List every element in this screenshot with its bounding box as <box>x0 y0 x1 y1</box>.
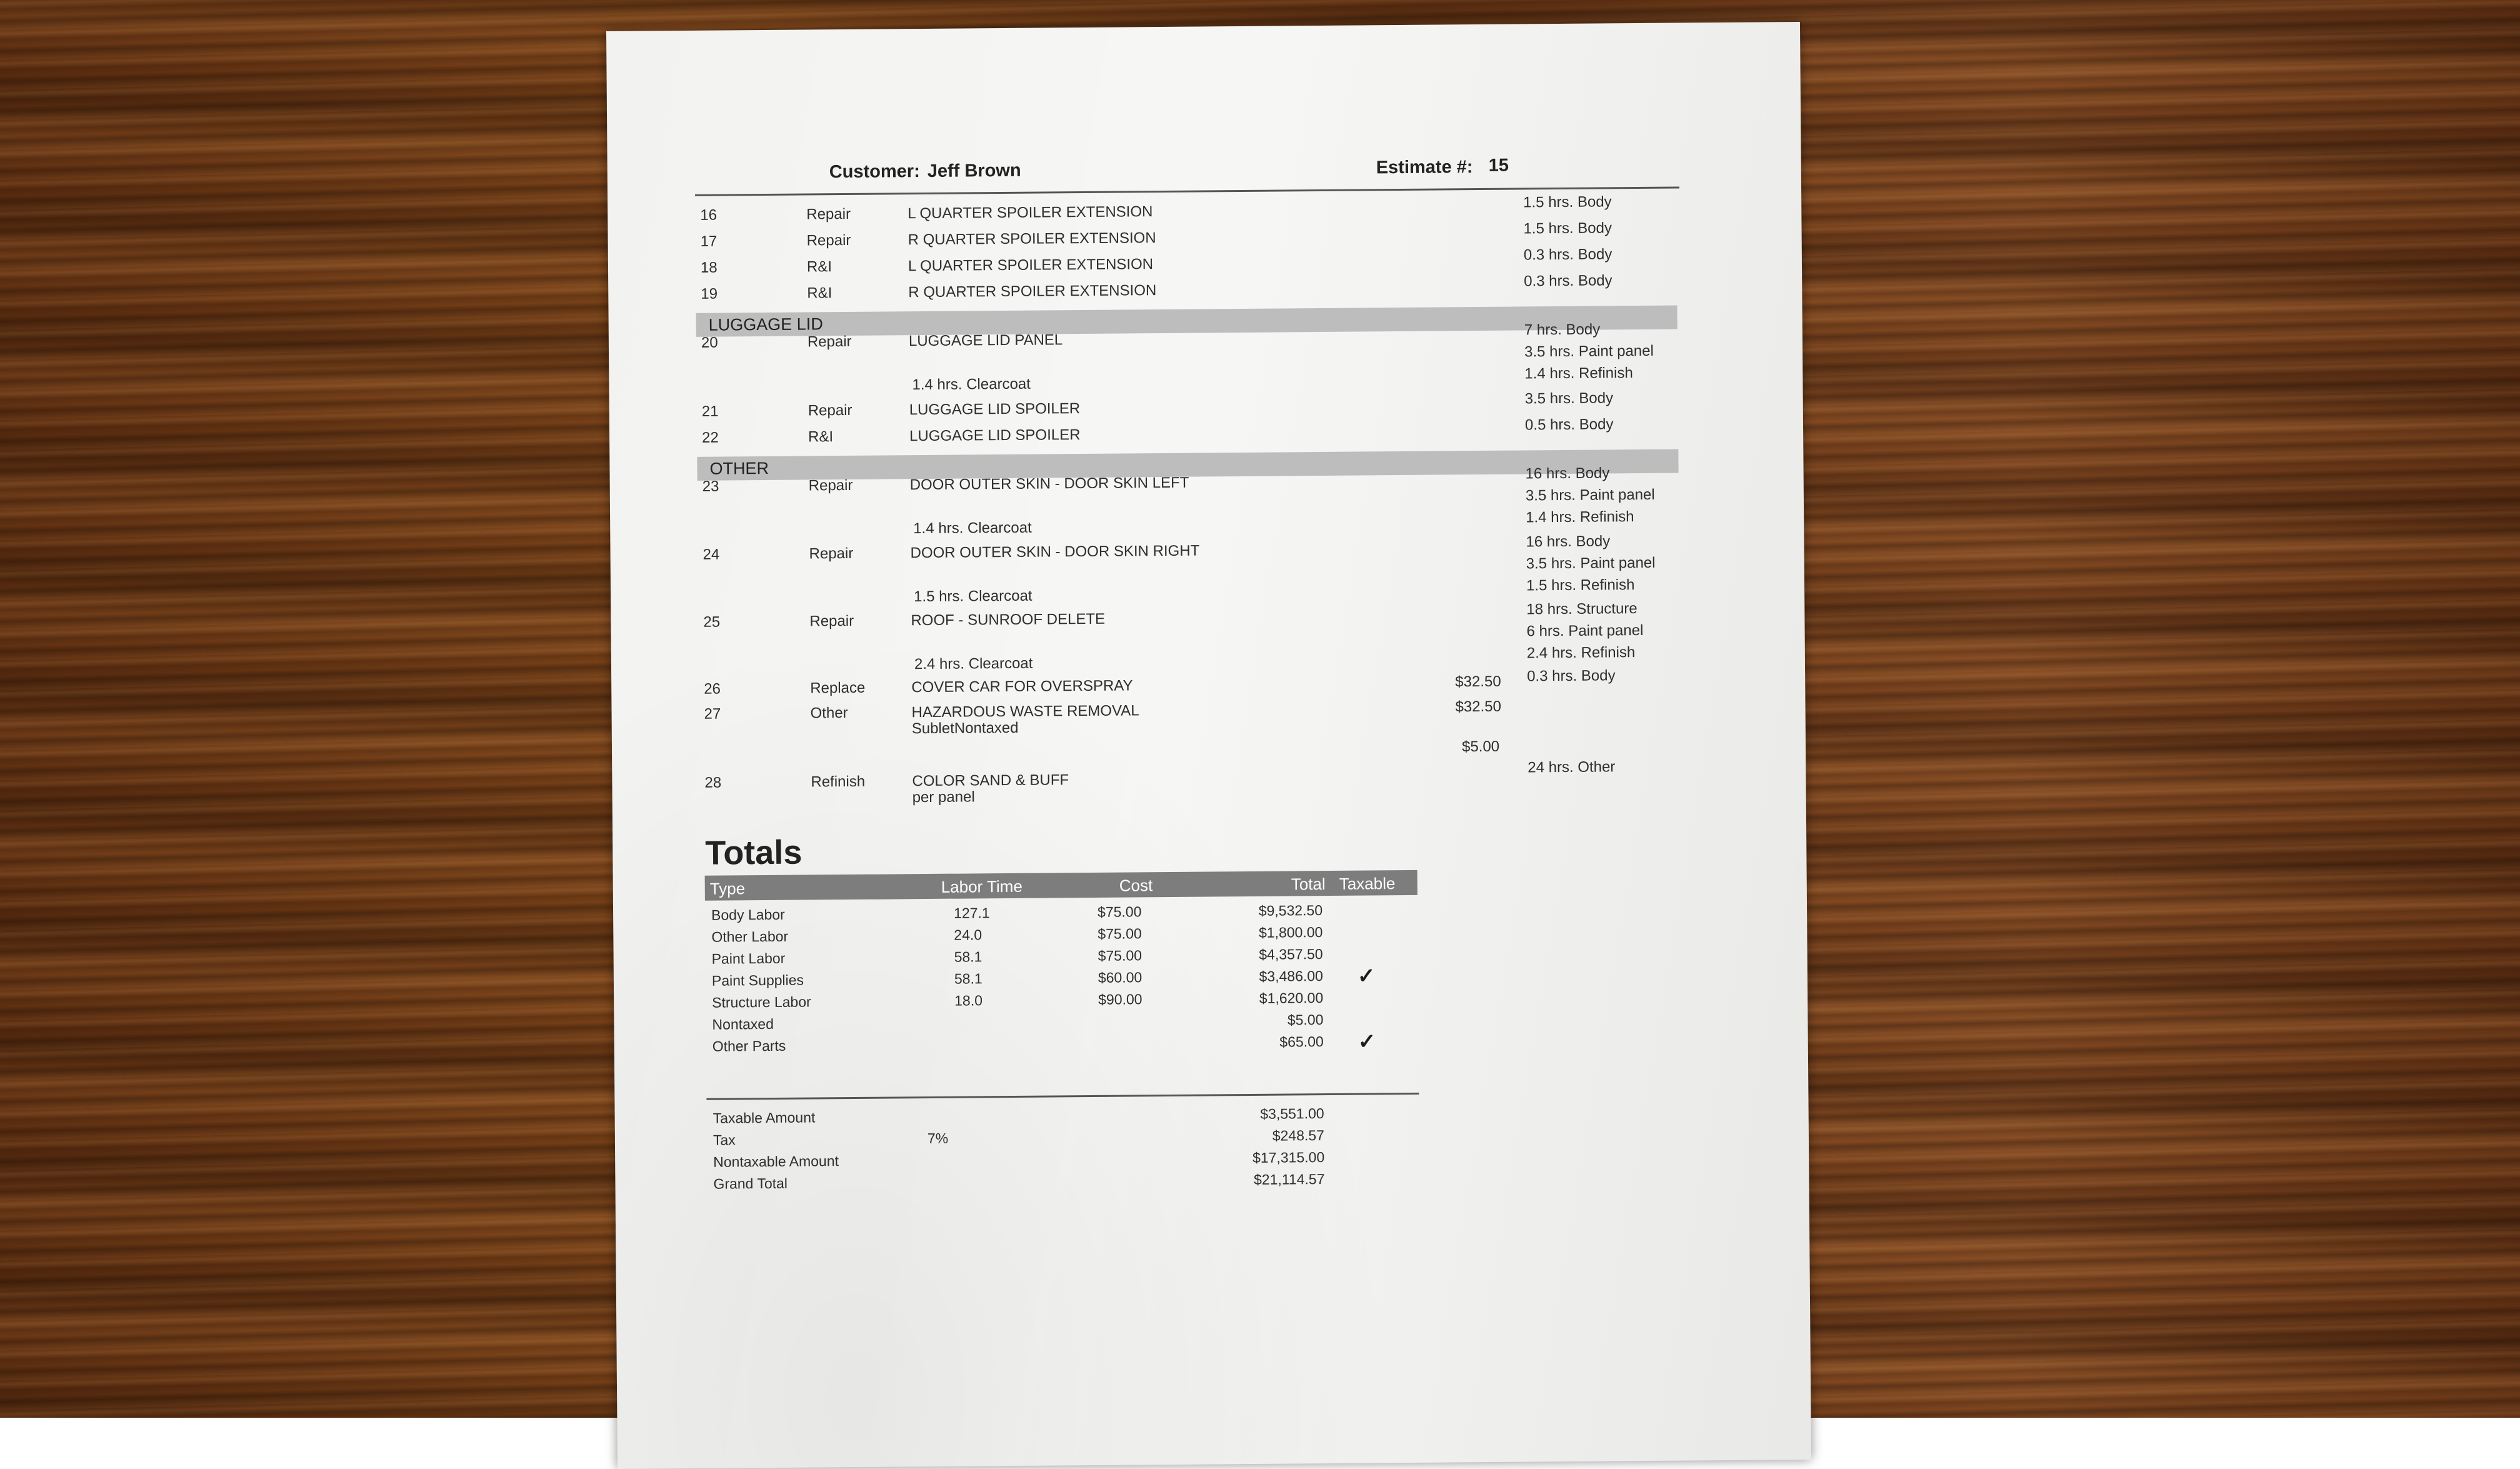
totals-row-total: $3,486.00 <box>1259 968 1324 985</box>
totals-rule <box>706 1093 1419 1100</box>
line-labor-hours: 1.5 hrs. Body <box>1523 219 1612 238</box>
line-operation: R&I <box>808 428 834 446</box>
totals-row-cost: $75.00 <box>1098 947 1142 964</box>
line-number: 16 <box>700 206 718 224</box>
line-operation: Repair <box>808 476 853 494</box>
totals-header-labor-time: Labor Time <box>941 876 1022 896</box>
line-clearcoat: 1.5 hrs. Clearcoat <box>914 587 1032 606</box>
line-description: ROOF - SUNROOF DELETE <box>911 610 1106 629</box>
line-description: LUGGAGE LID SPOILER <box>909 426 1081 445</box>
line-description: R QUARTER SPOILER EXTENSION <box>908 282 1157 301</box>
estimate-label: Estimate #: <box>1376 157 1473 178</box>
line-labor-hours: 0.3 hrs. Body <box>1523 246 1612 264</box>
line-price: $32.50 <box>1455 698 1502 716</box>
line-number: 23 <box>702 478 719 495</box>
line-labor-hours: 3.5 hrs. Body <box>1524 389 1614 408</box>
line-number: 21 <box>701 403 719 420</box>
totals-row-type: Paint Labor <box>711 950 786 967</box>
line-description: R QUARTER SPOILER EXTENSION <box>908 229 1156 249</box>
totals-header-taxable: Taxable <box>1339 874 1396 893</box>
line-operation: Repair <box>807 333 852 351</box>
line-description-detail: per panel <box>912 788 975 806</box>
totals-row-type: Other Labor <box>711 928 789 945</box>
summary-value: $17,315.00 <box>1252 1149 1325 1166</box>
totals-row-total: $65.00 <box>1279 1033 1324 1050</box>
customer-name: Jeff Brown <box>927 160 1021 181</box>
totals-row-type: Nontaxed <box>712 1015 774 1033</box>
line-operation: Other <box>810 704 848 722</box>
line-labor-hours: 2.4 hrs. Refinish <box>1526 644 1636 662</box>
totals-row-labor-time: 18.0 <box>954 992 983 1009</box>
summary-label: Taxable Amount <box>712 1109 816 1126</box>
line-labor-hours: 0.3 hrs. Body <box>1527 667 1616 685</box>
line-description: DOOR OUTER SKIN - DOOR SKIN RIGHT <box>910 542 1200 562</box>
totals-row-labor-time: 127.1 <box>953 905 990 921</box>
section-title: OTHER <box>709 458 769 478</box>
line-operation: R&I <box>807 284 832 302</box>
line-description: HAZARDOUS WASTE REMOVAL <box>911 702 1139 721</box>
line-number: 19 <box>701 285 718 303</box>
summary-value: $248.57 <box>1272 1127 1325 1144</box>
summary-value: $3,551.00 <box>1260 1105 1324 1122</box>
totals-row-labor-time: 24.0 <box>954 926 982 943</box>
totals-row-total: $1,620.00 <box>1259 990 1324 1006</box>
line-description: COVER CAR FOR OVERSPRAY <box>911 677 1133 696</box>
line-labor-hours: 1.5 hrs. Refinish <box>1526 576 1635 594</box>
line-operation: Repair <box>806 205 851 223</box>
line-labor-hours: 16 hrs. Body <box>1526 533 1611 551</box>
estimate-number: 15 <box>1488 155 1509 176</box>
line-labor-hours: 0.3 hrs. Body <box>1524 272 1612 290</box>
line-description: L QUARTER SPOILER EXTENSION <box>908 203 1153 223</box>
line-labor-hours: 24 hrs. Other <box>1528 758 1616 776</box>
line-description: L QUARTER SPOILER EXTENSION <box>908 256 1154 275</box>
totals-row-total: $5.00 <box>1287 1011 1324 1028</box>
line-number: 18 <box>700 259 718 276</box>
line-price: $32.50 <box>1455 673 1501 691</box>
line-number: 27 <box>704 705 721 723</box>
totals-row-labor-time: 58.1 <box>954 948 982 965</box>
line-number: 20 <box>701 334 718 351</box>
line-operation: Repair <box>809 612 854 630</box>
estimate-paper-sheet <box>606 22 1811 1469</box>
line-operation: Replace <box>810 679 866 697</box>
line-clearcoat: 1.4 hrs. Clearcoat <box>912 375 1031 394</box>
line-clearcoat: 1.4 hrs. Clearcoat <box>913 519 1032 538</box>
customer-label: Customer: <box>829 161 920 183</box>
summary-value: $21,114.57 <box>1253 1171 1325 1188</box>
line-operation: R&I <box>806 258 832 276</box>
totals-row-total: $4,357.50 <box>1259 946 1323 963</box>
summary-tax-rate: 7% <box>927 1130 949 1147</box>
totals-row-total: $9,532.50 <box>1258 902 1323 919</box>
line-price-2: $5.00 <box>1461 738 1500 756</box>
summary-label: Tax <box>712 1131 736 1148</box>
totals-row-cost: $90.00 <box>1098 991 1142 1008</box>
taxable-check-icon: ✓ <box>1357 964 1376 988</box>
line-operation: Repair <box>809 544 854 563</box>
totals-row-cost: $60.00 <box>1098 969 1142 986</box>
totals-row-type: Paint Supplies <box>711 971 804 989</box>
line-labor-hours: 7 hrs. Body <box>1524 321 1601 339</box>
line-labor-hours: 3.5 hrs. Paint panel <box>1524 342 1654 361</box>
line-number: 22 <box>702 429 719 446</box>
line-labor-hours: 6 hrs. Paint panel <box>1526 621 1644 640</box>
summary-label: Nontaxable Amount <box>713 1153 839 1170</box>
totals-header-cost: Cost <box>1119 876 1153 895</box>
line-number: 24 <box>702 546 720 563</box>
line-labor-hours: 1.4 hrs. Refinish <box>1526 508 1634 526</box>
totals-row-cost: $75.00 <box>1098 925 1142 942</box>
totals-title: Totals <box>705 833 802 872</box>
line-operation: Refinish <box>811 773 866 791</box>
section-title: LUGGAGE LID <box>708 314 823 334</box>
line-number: 26 <box>704 680 721 698</box>
line-description: COLOR SAND & BUFF <box>912 771 1069 790</box>
line-number: 25 <box>703 613 721 631</box>
line-number: 17 <box>700 233 718 250</box>
line-description: LUGGAGE LID SPOILER <box>909 400 1081 419</box>
line-labor-hours: 1.5 hrs. Body <box>1523 193 1612 211</box>
line-labor-hours: 3.5 hrs. Paint panel <box>1525 486 1655 504</box>
line-operation: Repair <box>806 231 851 249</box>
totals-row-cost: $75.00 <box>1097 903 1142 920</box>
line-clearcoat: 2.4 hrs. Clearcoat <box>914 654 1033 673</box>
line-description: LUGGAGE LID PANEL <box>908 331 1063 350</box>
taxable-check-icon: ✓ <box>1358 1030 1376 1054</box>
line-labor-hours: 1.4 hrs. Refinish <box>1524 364 1633 383</box>
totals-row-type: Other Parts <box>712 1037 786 1055</box>
totals-row-type: Structure Labor <box>712 993 811 1011</box>
line-labor-hours: 16 hrs. Body <box>1525 464 1610 483</box>
totals-row-total: $1,800.00 <box>1258 924 1323 941</box>
line-description-detail: SubletNontaxed <box>911 719 1019 738</box>
line-labor-hours: 0.5 hrs. Body <box>1524 416 1614 434</box>
line-operation: Repair <box>808 401 852 419</box>
line-number: 28 <box>704 774 722 791</box>
line-description: DOOR OUTER SKIN - DOOR SKIN LEFT <box>909 474 1189 494</box>
line-labor-hours: 3.5 hrs. Paint panel <box>1526 554 1656 573</box>
totals-row-labor-time: 58.1 <box>954 970 982 987</box>
totals-header-total: Total <box>1291 875 1326 894</box>
totals-header-type: Type <box>709 879 746 898</box>
line-labor-hours: 18 hrs. Structure <box>1526 600 1638 618</box>
summary-label: Grand Total <box>713 1175 788 1192</box>
totals-row-type: Body Labor <box>711 906 785 923</box>
